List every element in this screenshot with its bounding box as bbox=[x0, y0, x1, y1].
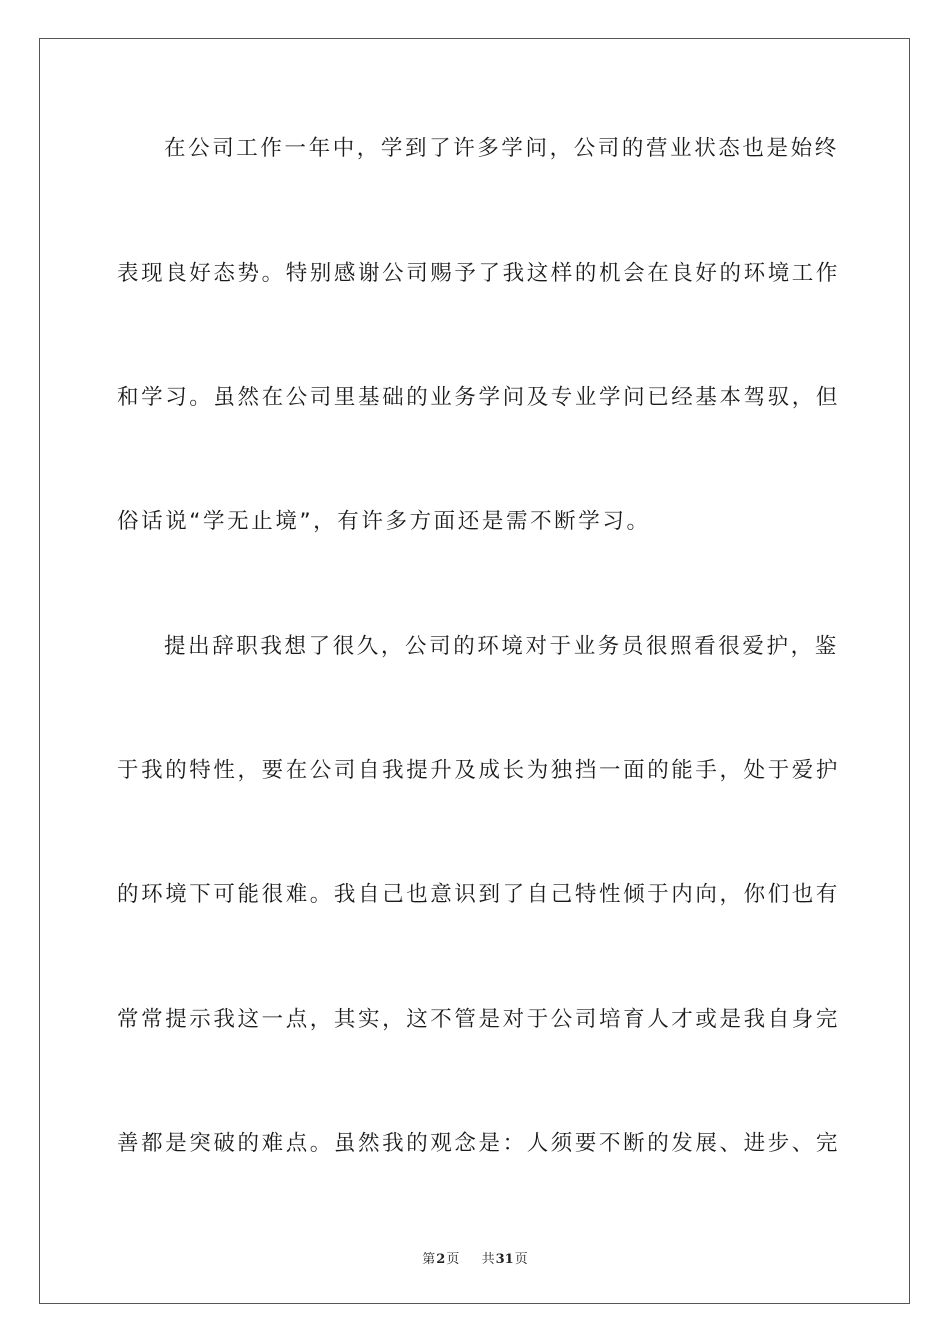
paragraph-1-line-1: 在公司工作一年中，学到了许多学问，公司的营业状态也是始终 bbox=[164, 136, 839, 161]
paragraph-1-line-3: 和学习。虽然在公司里基础的业务学问及专业学问已经基本驾驭，但 bbox=[117, 385, 841, 410]
paragraph-2-line-3: 的环境下可能很难。我自己也意识到了自己特性倾于内向，你们也有 bbox=[117, 882, 841, 907]
paragraph-1-line-2: 表现良好态势。特别感谢公司赐予了我这样的机会在良好的环境工作 bbox=[117, 261, 841, 286]
page-number: 2 bbox=[436, 1252, 446, 1267]
total-pages: 31 bbox=[495, 1252, 514, 1267]
page-footer bbox=[0, 1248, 950, 1267]
total-suffix: 页 bbox=[514, 1252, 528, 1267]
total-prefix: 共 bbox=[481, 1252, 495, 1267]
paragraph-2-line-2: 于我的特性，要在公司自我提升及成长为独挡一面的能手，处于爱护 bbox=[117, 758, 841, 783]
paragraph-2-line-1: 提出辞职我想了很久，公司的环境对于业务员很照看很爱护，鉴 bbox=[164, 634, 839, 659]
page-border bbox=[39, 38, 910, 1304]
paragraph-1-line-4: 俗话说“学无止境”，有许多方面还是需不断学习。 bbox=[117, 509, 651, 534]
page-suffix: 页 bbox=[446, 1252, 460, 1267]
paragraph-2-line-4: 常常提示我这一点，其实，这不管是对于公司培育人才或是我自身完 bbox=[117, 1007, 841, 1032]
page-prefix: 第 bbox=[422, 1252, 436, 1267]
paragraph-2-line-5: 善都是突破的难点。虽然我的观念是：人须要不断的发展、进步、完 bbox=[117, 1131, 841, 1156]
